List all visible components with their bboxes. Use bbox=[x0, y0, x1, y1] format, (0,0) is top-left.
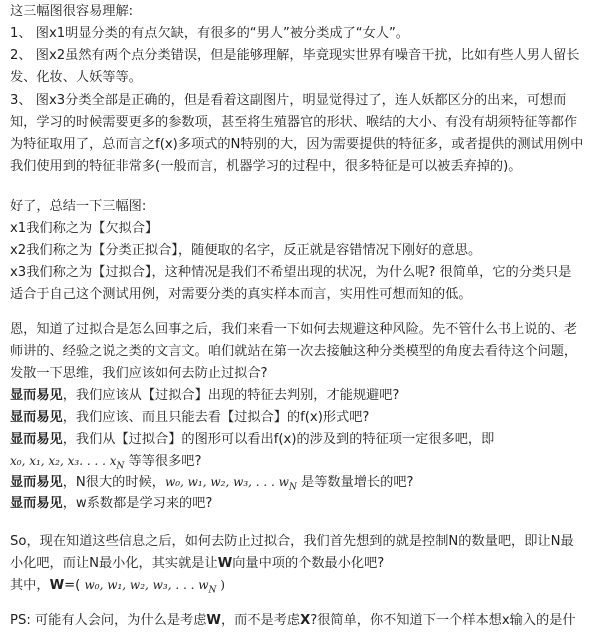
line-text: 为特征取用了，总而言之f(x)多项式的N特别的大，因为需要提供的特征多，或者提供的测试用例中 bbox=[10, 137, 584, 152]
line-text: ，我们从【过拟合】的图形可以看出f(x)的涉及到的特征项一定很多吧，即 bbox=[62, 432, 495, 447]
text-line bbox=[10, 320, 601, 340]
emphasis-text: 显而易见 bbox=[10, 432, 63, 447]
line-text: ?很简单，你不知道下一个样本想x输入的是什 bbox=[310, 613, 576, 628]
text-line bbox=[10, 386, 601, 406]
line-text: So，现在知道这些信息之后，如何去防止过拟合，我们首先想到的就是控制N的数量吧，即让N最 bbox=[10, 534, 574, 549]
emphasis-text: 显而易见 bbox=[10, 496, 63, 511]
text-line bbox=[10, 575, 601, 595]
text-line bbox=[10, 263, 601, 283]
line-text: 发、化妆、人妖等等。 bbox=[10, 70, 142, 85]
line-text: x1我们称之为【欠拟合】 bbox=[10, 221, 159, 236]
line-text: 是等数量增长的吧? bbox=[296, 475, 414, 490]
text-line bbox=[10, 241, 601, 261]
line-text: ，w系数都是学习来的吧? bbox=[62, 496, 213, 511]
math-expression: w₀, w₁, w₂, w₃, . . . w bbox=[164, 475, 289, 489]
line-text: x2我们称之为【分类正拟合】，随便取的名字，反正就是容错情况下刚好的意思。 bbox=[10, 243, 482, 258]
text-line bbox=[10, 157, 601, 177]
line-text: ) bbox=[216, 578, 225, 592]
math-expression: w₀, w₁, w₂, w₃, . . . w bbox=[84, 578, 209, 592]
emphasis-text: 显而易见 bbox=[10, 388, 63, 403]
line-text: 小化吧，而让N最小化，其实就是让 bbox=[10, 556, 218, 571]
math-subscript: N bbox=[116, 461, 125, 472]
text-line bbox=[10, 219, 601, 239]
text-line bbox=[10, 24, 601, 44]
emphasis-text: W bbox=[206, 613, 221, 628]
line-text: 这三幅图很容易理解: bbox=[10, 4, 134, 19]
line-text: ，而不是考虑 bbox=[220, 613, 301, 628]
text-line bbox=[10, 285, 601, 305]
line-text: =( bbox=[64, 578, 85, 593]
line-text: 恩，知道了过拟合是怎么回事之后，我们来看一下如何去规避这种风险。先不管什么书上说的、老 bbox=[10, 322, 578, 337]
line-text: 好了，总结一下三幅图: bbox=[10, 199, 147, 214]
text-line bbox=[10, 197, 601, 217]
line-text: PS: 可能有人会问，为什么是考虑 bbox=[10, 613, 207, 628]
line-text: ，我们应该从【过拟合】出现的特征去判别，才能规避吧? bbox=[62, 388, 400, 403]
text-line bbox=[10, 451, 601, 471]
line-text: 1、 图x1明显分类的有点欠缺，有很多的“男人”被分类成了“女人”。 bbox=[10, 26, 409, 41]
text-line bbox=[10, 2, 601, 22]
text-line bbox=[10, 364, 601, 384]
line-text: 等等很多吧? bbox=[124, 454, 202, 469]
text-line bbox=[10, 472, 601, 492]
line-text: x3我们称之为【过拟合】，这种情况是我们不希望出现的状况，为什么呢? 很简单，它的分类只是 bbox=[10, 265, 572, 280]
emphasis-text: 显而易见 bbox=[10, 475, 63, 490]
emphasis-text: W bbox=[217, 556, 233, 571]
text-line bbox=[10, 68, 601, 88]
math-subscript: N bbox=[288, 482, 297, 493]
text-line bbox=[10, 408, 601, 428]
line-text: 师讲的、经验之说之类的文言文。咱们就站在第一次去接触这种分类模型的角度去看待这个问题， bbox=[10, 344, 578, 359]
line-text: 其中， bbox=[10, 578, 50, 593]
line-text: 2、 图x2虽然有两个点分类错误，但是能够理解，毕竟现实世界有噪音干扰，比如有些人男人留长 bbox=[10, 48, 580, 63]
text-line bbox=[10, 91, 601, 111]
math-expression: x₀, x₁, x₂, x₃. . . . x bbox=[10, 454, 117, 468]
line-text: 3、 图x3分类全部是正确的，但是看着这副图片，明显觉得过了，连人妖都区分的出来，可想而 bbox=[10, 93, 567, 108]
emphasis-text: 显而易见 bbox=[10, 410, 63, 425]
emphasis-text: X bbox=[300, 613, 311, 628]
line-text: 发散一下思维，我们应该如何去防止过拟合? bbox=[10, 366, 268, 381]
line-text: 我们使用到的特征非常多(一般而言，机器学习的过程中，很多特征是可以被丢弃掉的)。 bbox=[10, 159, 522, 174]
line-text: 向量中项的个数最小化吧? bbox=[232, 556, 385, 571]
line-text: 知，学习的时候需要更多的参数项，甚至将生殖器官的形状、喉结的大小、有没有胡须特征等都作 bbox=[10, 115, 578, 130]
line-text: ，我们应该、而且只能去看【过拟合】的f(x)形式吧? bbox=[62, 410, 370, 425]
line-text: 适合于自己这个测试用例，对需要分类的真实样本而言，实用性可想而知的低。 bbox=[10, 287, 472, 302]
line-text: ，N很大的时候， bbox=[62, 475, 165, 490]
text-line bbox=[10, 611, 601, 631]
text-line bbox=[10, 494, 601, 514]
emphasis-text: W bbox=[49, 578, 65, 593]
text-line bbox=[10, 554, 601, 574]
text-line bbox=[10, 430, 601, 450]
text-line bbox=[10, 532, 601, 552]
text-line bbox=[10, 46, 601, 66]
text-line bbox=[10, 113, 601, 133]
text-line bbox=[10, 342, 601, 362]
text-line bbox=[10, 135, 601, 155]
math-subscript: N bbox=[208, 585, 217, 596]
